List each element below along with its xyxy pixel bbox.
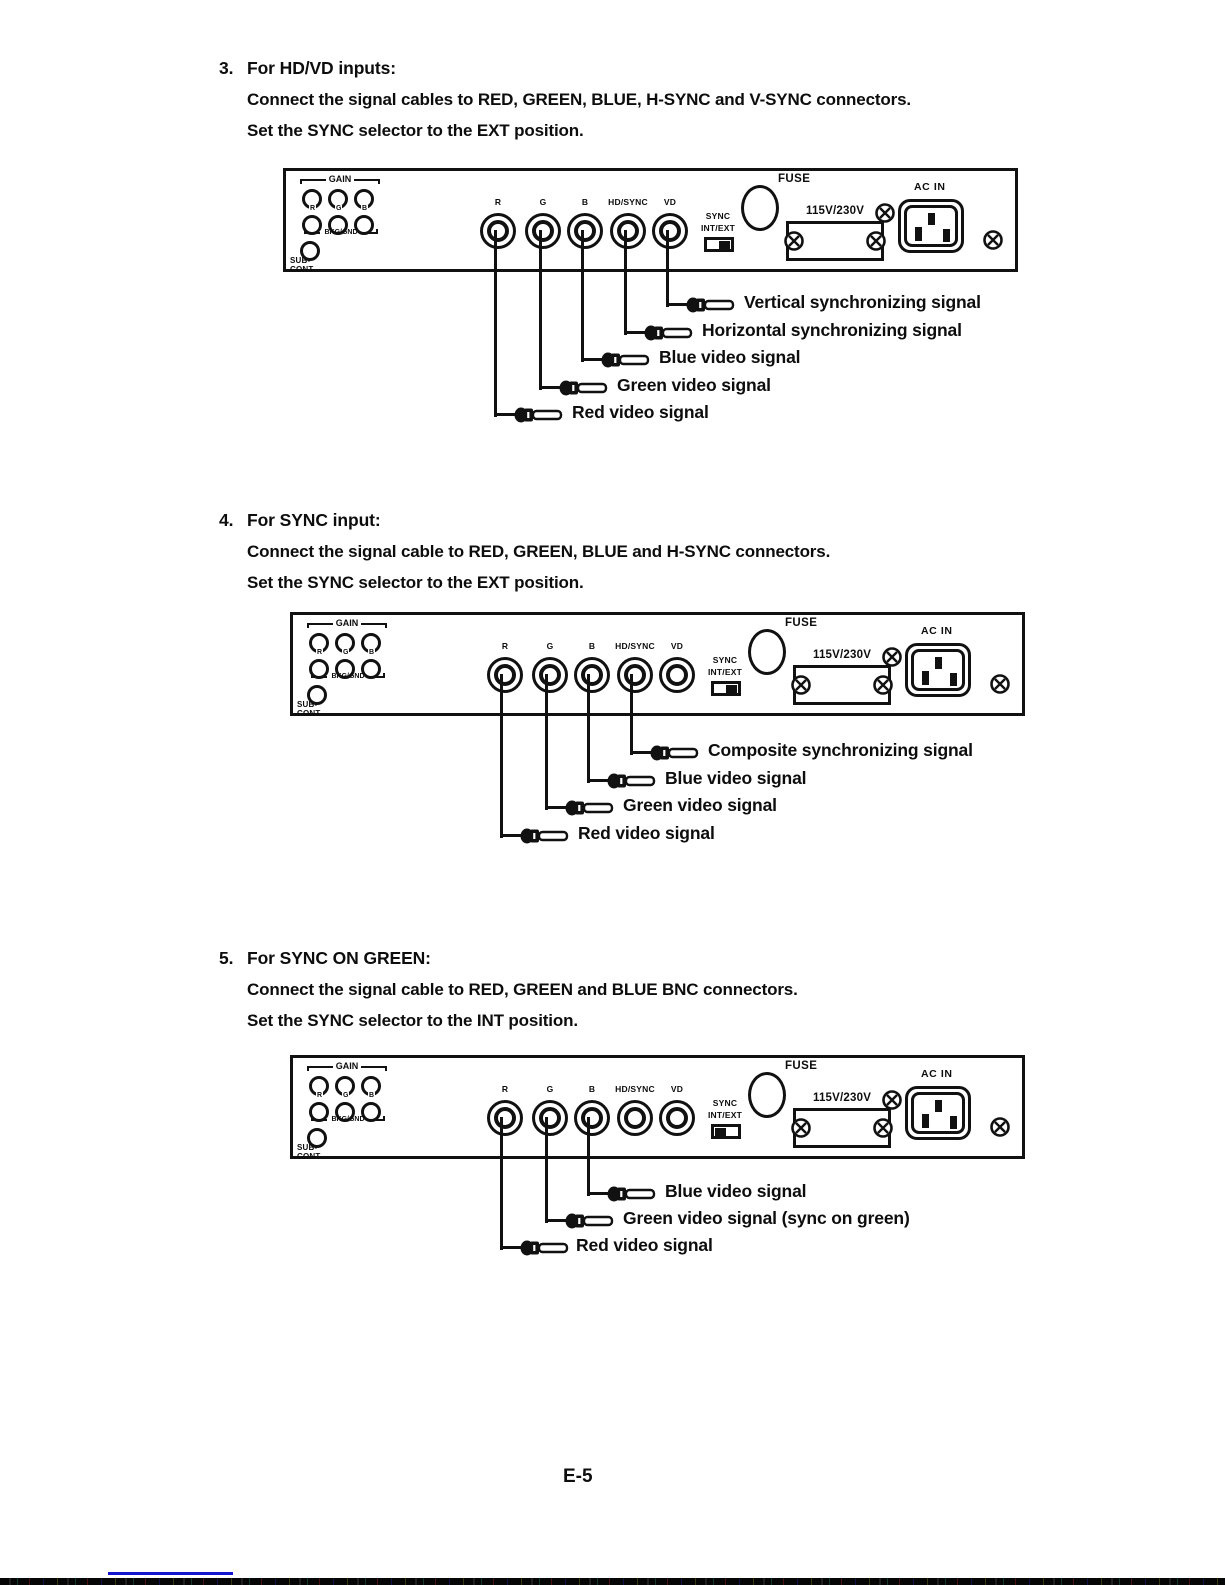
bkg-bracket: [304, 229, 378, 234]
callout-label: Red video signal: [572, 402, 709, 422]
bnc-connector-b: [574, 657, 610, 693]
bnc-plug-icon: [514, 407, 566, 423]
fuse-label: FUSE: [778, 173, 811, 185]
sync-intext-label: INT/EXT: [708, 1110, 742, 1120]
ac-inlet: [905, 643, 971, 697]
callout-label: Blue video signal: [659, 347, 801, 367]
sub-cont-label: CONT: [297, 1152, 321, 1161]
connector-label: HD/SYNC: [608, 197, 648, 207]
bnc-plug-icon: [559, 380, 611, 396]
fuse-label: FUSE: [785, 1060, 818, 1072]
bnc-connector-r: [487, 1100, 523, 1136]
connector-label: VD: [663, 197, 677, 207]
section-number: 5.: [219, 948, 234, 968]
screw-icon: [865, 230, 887, 252]
callout-elbow: [501, 1246, 521, 1249]
callout-line: [624, 230, 627, 335]
gain-label: GAIN: [335, 1061, 359, 1071]
bkg-label: BKG/GND: [331, 1116, 365, 1123]
knob-letter: R: [310, 205, 316, 212]
fuse-holder: [748, 629, 786, 675]
callout-elbow: [631, 751, 651, 754]
instruction-line: Connect the signal cables to RED, GREEN, BLUE, H-SYNC and V-SYNC connectors.: [247, 90, 911, 109]
bnc-connector-vd: [652, 213, 688, 249]
ac-inlet-inner: [904, 205, 958, 247]
sync-switch-icon: [711, 1124, 741, 1139]
ac-inlet: [905, 1086, 971, 1140]
knob-letter: B: [369, 1092, 375, 1099]
voltage-label: 115V/230V: [813, 1092, 872, 1104]
instruction-line: Set the SYNC selector to the EXT position.: [247, 573, 584, 592]
callout-label: Red video signal: [576, 1235, 713, 1255]
sub-cont-label: CONT: [290, 265, 314, 274]
bnc-plug-icon: [520, 1240, 572, 1256]
knob-letter: R: [317, 1092, 323, 1099]
bnc-plug-icon: [607, 1186, 659, 1202]
sub-cont-label: SUB-: [290, 256, 311, 265]
bnc-connector-hdsync: [617, 657, 653, 693]
connector-label: G: [546, 641, 554, 651]
screw-icon: [881, 646, 903, 668]
callout-elbow: [588, 779, 608, 782]
section-title: For HD/VD inputs:: [247, 58, 396, 78]
screw-icon: [989, 673, 1011, 695]
bnc-connector-g: [525, 213, 561, 249]
fuse-label: FUSE: [785, 617, 818, 629]
connector-label: R: [501, 641, 509, 651]
callout-elbow: [667, 303, 687, 306]
callout-label: Red video signal: [578, 823, 715, 843]
ac-in-label: AC IN: [921, 1068, 953, 1080]
callout-elbow: [546, 1219, 566, 1222]
screw-icon: [790, 674, 812, 696]
connector-label: HD/SYNC: [615, 641, 655, 651]
screw-icon: [872, 674, 894, 696]
callout-line: [581, 230, 584, 362]
sync-label: SYNC: [705, 211, 731, 221]
gain-bracket: [307, 618, 387, 628]
gain-bracket: [307, 1061, 387, 1071]
screw-icon: [874, 202, 896, 224]
knob-letter: G: [336, 205, 342, 212]
screw-icon: [783, 230, 805, 252]
bnc-connector-vd: [659, 657, 695, 693]
bnc-plug-icon: [607, 773, 659, 789]
connector-label: G: [539, 197, 547, 207]
callout-line: [666, 230, 669, 307]
callout-elbow: [501, 834, 521, 837]
fuse-holder: [741, 185, 779, 231]
callout-label: Blue video signal: [665, 1181, 807, 1201]
bkg-bracket: [311, 673, 385, 678]
section-title: For SYNC input:: [247, 510, 381, 530]
bnc-plug-icon: [644, 325, 696, 341]
screw-icon: [989, 1116, 1011, 1138]
screw-icon: [790, 1117, 812, 1139]
ac-inlet: [898, 199, 964, 253]
footer-blue-line: [108, 1572, 233, 1575]
sync-intext-label: INT/EXT: [701, 223, 735, 233]
bnc-connector-g: [532, 1100, 568, 1136]
callout-label: Blue video signal: [665, 768, 807, 788]
connector-label: VD: [670, 1084, 684, 1094]
bnc-connector-vd: [659, 1100, 695, 1136]
connector-label: B: [588, 641, 596, 651]
connector-label: R: [494, 197, 502, 207]
callout-line: [545, 674, 548, 810]
bnc-connector-hdsync: [617, 1100, 653, 1136]
bnc-connector-hdsync: [610, 213, 646, 249]
connector-label: B: [588, 1084, 596, 1094]
fuse-holder: [748, 1072, 786, 1118]
screw-icon: [881, 1089, 903, 1111]
voltage-label: 115V/230V: [806, 205, 865, 217]
callout-elbow: [582, 358, 602, 361]
bkg-label: BKG/GND: [324, 229, 358, 236]
callout-line: [500, 674, 503, 838]
connector-label: VD: [670, 641, 684, 651]
sync-label: SYNC: [712, 1098, 738, 1108]
voltage-label: 115V/230V: [813, 649, 872, 661]
section-title: For SYNC ON GREEN:: [247, 948, 431, 968]
sub-cont-label: CONT: [297, 709, 321, 718]
callout-label: Green video signal: [617, 375, 771, 395]
rear-panel-diagram: [290, 1055, 1025, 1159]
callout-elbow: [495, 413, 515, 416]
knob-letter: G: [343, 1092, 349, 1099]
callout-line: [630, 674, 633, 755]
callout-line: [587, 1117, 590, 1196]
sync-label: SYNC: [712, 655, 738, 665]
knob-letter: R: [317, 649, 323, 656]
knob-letter: B: [362, 205, 368, 212]
section-number: 4.: [219, 510, 234, 530]
callout-elbow: [540, 386, 560, 389]
bkg-label: BKG/GND: [331, 673, 365, 680]
bnc-connector-r: [487, 657, 523, 693]
screw-icon: [982, 229, 1004, 251]
callout-label: Vertical synchronizing signal: [744, 292, 981, 312]
knob-letter: B: [369, 649, 375, 656]
bnc-connector-b: [574, 1100, 610, 1136]
sub-cont-label: SUB-: [297, 1143, 318, 1152]
callout-label: Horizontal synchronizing signal: [702, 320, 962, 340]
bnc-plug-icon: [520, 828, 572, 844]
sync-intext-label: INT/EXT: [708, 667, 742, 677]
gain-label: GAIN: [335, 618, 359, 628]
ac-inlet-inner: [911, 1092, 965, 1134]
instruction-line: Set the SYNC selector to the EXT position.: [247, 121, 584, 140]
page-number: E-5: [563, 1466, 593, 1487]
callout-line: [587, 674, 590, 783]
sync-switch-icon: [704, 237, 734, 252]
ac-inlet-inner: [911, 649, 965, 691]
knob-letter: G: [343, 649, 349, 656]
bnc-plug-icon: [601, 352, 653, 368]
section-number: 3.: [219, 58, 234, 78]
callout-label: Composite synchronizing signal: [708, 740, 973, 760]
connector-label: HD/SYNC: [615, 1084, 655, 1094]
bkg-bracket: [311, 1116, 385, 1121]
sync-switch-icon: [711, 681, 741, 696]
callout-label: Green video signal: [623, 795, 777, 815]
gain-bracket: [300, 174, 380, 184]
rear-panel-diagram: [283, 168, 1018, 272]
bnc-connector-g: [532, 657, 568, 693]
gain-label: GAIN: [328, 174, 352, 184]
rear-panel-diagram: [290, 612, 1025, 716]
footer-scan-bar: [0, 1578, 1225, 1585]
callout-line: [500, 1117, 503, 1250]
bnc-plug-icon: [565, 1213, 617, 1229]
instruction-line: Connect the signal cable to RED, GREEN and BLUE BNC connectors.: [247, 980, 798, 999]
bnc-connector-r: [480, 213, 516, 249]
callout-line: [545, 1117, 548, 1223]
callout-elbow: [625, 331, 645, 334]
screw-icon: [872, 1117, 894, 1139]
bnc-plug-icon: [686, 297, 738, 313]
callout-elbow: [546, 806, 566, 809]
callout-line: [539, 230, 542, 390]
sub-cont-label: SUB-: [297, 700, 318, 709]
callout-elbow: [588, 1192, 608, 1195]
bnc-plug-icon: [565, 800, 617, 816]
bnc-plug-icon: [650, 745, 702, 761]
bnc-connector-b: [567, 213, 603, 249]
connector-label: B: [581, 197, 589, 207]
connector-label: G: [546, 1084, 554, 1094]
instruction-line: Set the SYNC selector to the INT position.: [247, 1011, 578, 1030]
ac-in-label: AC IN: [921, 625, 953, 637]
connector-label: R: [501, 1084, 509, 1094]
callout-line: [494, 230, 497, 417]
instruction-line: Connect the signal cable to RED, GREEN, BLUE and H-SYNC connectors.: [247, 542, 831, 561]
ac-in-label: AC IN: [914, 181, 946, 193]
callout-label: Green video signal (sync on green): [623, 1208, 910, 1228]
